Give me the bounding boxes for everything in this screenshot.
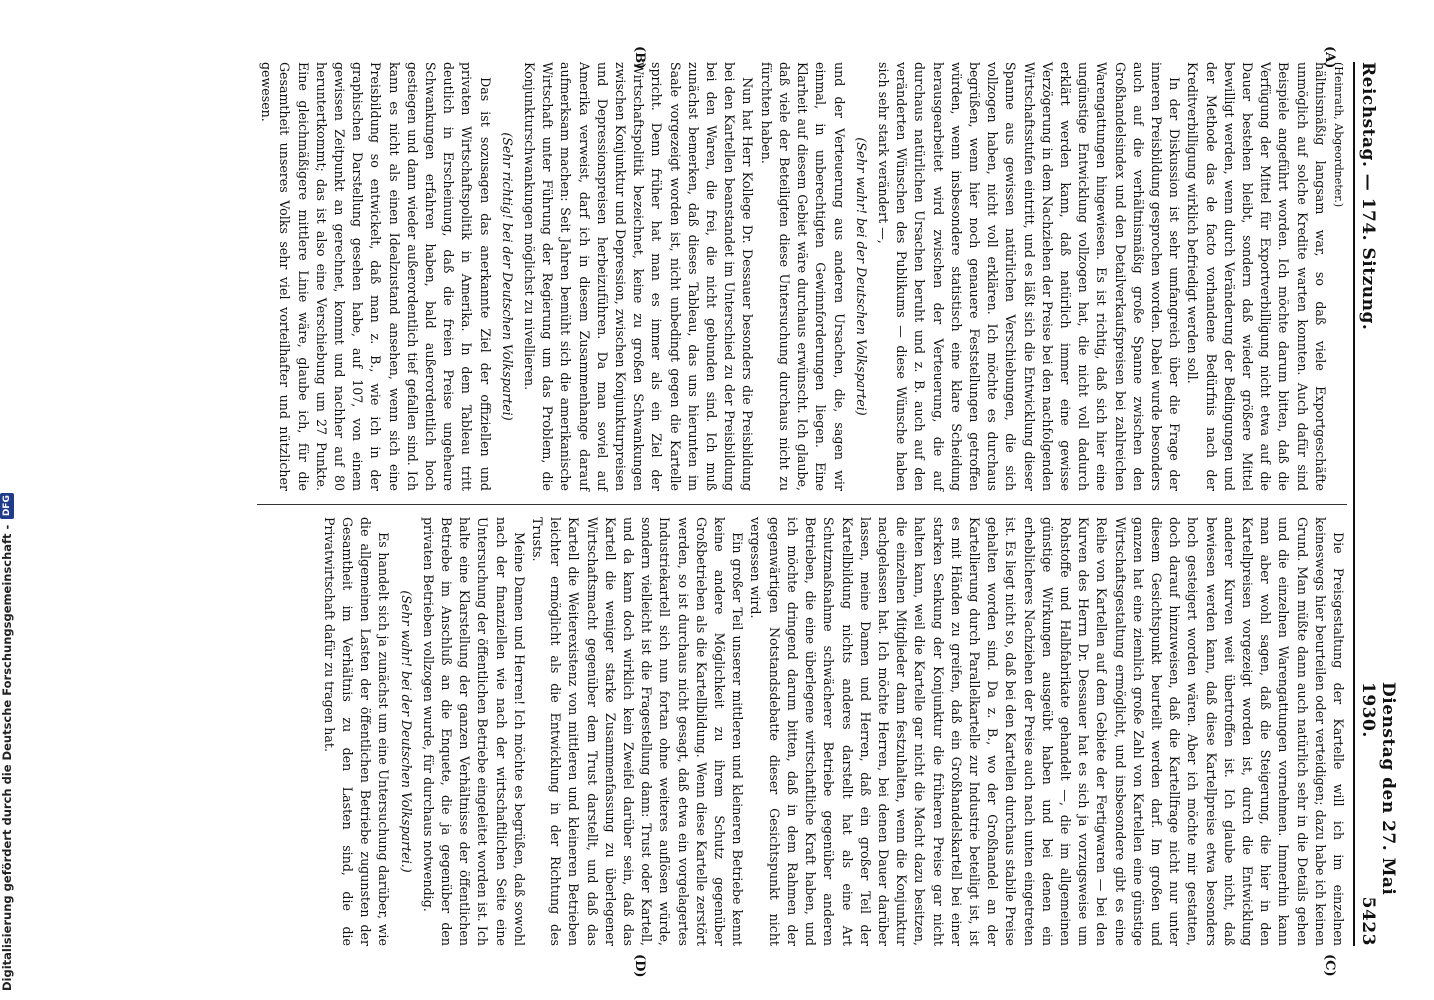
left-paragraph-3: und der Verteuerung aus anderen Ursachen, die, sagen wir einmal, in unberechtigten Gewinnforderungen liegen. Eine Klarheit auf diesem Gebiet wäre durchaus erwünscht. Ich glaube, daß viele der Beteiligten diese Untersuchung durchaus nicht zu fürchten haben. <box>758 62 847 491</box>
dfg-logo-icon: DFG <box>0 493 14 519</box>
text-columns <box>257 46 1347 978</box>
header-left: Reichstag. — 174. Sitzung. <box>1358 62 1378 331</box>
left-interjection-2: (Sehr richtig! bei der Deutschen Volkspartei) <box>499 132 515 421</box>
right-paragraph-2: Ein großer Teil unserer mittleren und kleineren Betriebe kennt keine andere Möglichkeit zu ihrem Schutz gegenüber Großbetrieben als die Kartellbildung. Wenn diese Kartelle zerstört werden, so ist durchaus nicht gesagt, daß etwa ein vorgelagertes Industriekartell sich nun fortan ohne weiteres auflösen würde, sondern vielleicht ist die Fragestellung dann: Trust oder Kartell, und da kann doch wirklich kein Zweifel darüber sein, daß das Kartell die weniger starke Zusammenfassung zu überlegener Wirtschaftsmacht gegenüber dem Trust darstellt, und daß das Kartell die Weiterexistenz von mittleren und kleineren Betrieben leichter ermöglicht als die Entwicklung in der Richtung des Trusts. <box>530 517 746 946</box>
margin-mark-c: (C) <box>1322 954 1337 977</box>
right-interjection-1: (Sehr wahr! bei der Deutschen Volkspartei.) <box>398 590 414 873</box>
rotated-document-page <box>142 44 1398 978</box>
right-paragraph-4: Es handelt sich ja zunächst um eine Untersuchung darüber, wie die allgemeinen Lasten der öffentlichen Betriebe zugunsten der Gesamtheit im Verhältnis zu den Lasten sind, die die Privatwirtschaft dafür zu tragen hat. <box>321 517 392 946</box>
left-paragraph-5: Das ist sozusagen das anerkannte Ziel der offiziellen und privaten Wirtschaftspolitik in Amerika. In dem Tableau tritt deutlich in Erscheinung, daß die freien Preise ungeheure Schwankungen erfahren haben, bald außerordentlich hoch gestiegen und dann wieder außerordentlich tief gefallen sind. Ich kann es nicht als einen Idealzustand ansehen, wenn sich eine Preisbildung so entwickelt, daß man z. B., wie ich in der graphischen Darstellung gesehen habe, auf 107, von einem gewissen Zeitpunkt an gerechnet, kommt und nachher auf 80 heruntertkommt; das ist also eine Verschiebung um 27 Punkte. Eine gleichmäßigere mittlere Linie wäre, glaube ich, für die Gesamtheit unseres Volks sehr viel vorteilhafter und nützlicher gewesen. <box>259 62 493 491</box>
left-interjection-1: (Sehr wahr! bei der Deutschen Volkspartei) <box>853 137 869 416</box>
page-number: 5423 <box>1358 896 1378 946</box>
credit-text: Digitalisierung gefördert durch die Deutsche Forschungsgemeinschaft - <box>0 524 14 991</box>
speaker-label: (Heinrath, Abgeordneter.) <box>1332 62 1345 208</box>
margin-mark-d: (D) <box>632 954 647 978</box>
margin-mark-a: (A) <box>1322 46 1337 69</box>
left-paragraph-2: In der Diskussion ist sehr umfangreich über die Frage der inneren Preisbildung gesprochen worden. Dabei wurde besonders auch auf die verhältnismäßig große Spanne zwischen den Großhandelsindex und den Detailverkaufspreisen bei zahlreichen Warengattungen hingewiesen. Es ist richtig, daß sich hier eine ungünstige Entwicklung vollzogen hat, die nicht voll dadurch erklärt werden kann, daß natürlich immer eine gewisse Verzögerung in dem Nachziehen der Preise bei den nachfolgenden Wirtschaftsstufen eintritt, und es läßt sich die Entwicklung dieser Spanne aus gewissen natürlichen Verschiebungen, die sich vollzogen haben, nicht voll erklären. Ich möchte es durchaus begrüßen, wenn hier noch genauere Feststellungen getroffen würden, wenn insbesondere statistisch eine klare Scheidung herausgearbeitet wird zwischen der Verteuerung, die auf durchaus natürlichen Ursachen beruht und z. B. auch auf den veränderten Wünschen des Publikums — diese Wünsche haben sich sehr stark verändert —, <box>875 62 1183 491</box>
column-divider <box>257 504 1347 505</box>
left-column <box>257 62 1347 491</box>
right-column <box>257 517 1347 946</box>
right-paragraph-1: Die Preisgestaltung der Kartelle will ich im einzelnen keineswegs hier beurteilen oder verteidigen; dazu habe ich keinen Grund. Man müßte dann auch natürlich sehr in die Details gehen und die einzelnen Warengattungen vornehmen. Immerhin kann man aber wohl sagen, daß die Steigerung, die hier in den Kartellpreisen vorgezeigt worden ist, durch die Entwicklung anderer Kurven weit übertroffen ist. Ich glaube nicht, daß bewiesen werden kann, daß diese Kartellpreise etwa besonders hoch gesteigert worden wären. Aber ich möchte mir gestatten, doch darauf hinzuweisen, daß die Kartellfrage nicht nur unter diesem Gesichtspunkt beurteilt werden darf. Im großen und ganzen hat eine ziemlich große Zahl von Kartellen eine günstige Wirtschaftsgestaltung ermöglicht, und insbesondere gibt es eine Reihe von Kartellen auf dem Gebiete der Fertigwaren — bei den Kurven des Herrn Dr. Dessauer hat es sich ja vorzugsweise um Rohstoffe und Halbfabrikate gehandelt —, die im allgemeinen günstige Wirkungen ausgeübt haben und bei denen ein erheblicheres Nachziehen der Preise auch nach unten eingetreten ist. Es liegt nicht so, daß bei den Kartellen durchaus stabile Preise gehalten worden sind. Da z. B., wo der Großhandel an der Kartellierung durch Parallelkartelle zur Industrie beteiligt ist, ist es mit Händen zu greifen, daß ein Großhandelskartell bei einer starken Senkung der Konjunktur die früheren Preise gar nicht halten kann, weil die Kartelle gar nicht die Macht dazu besitzen, die einzelnen Mitglieder dann festzuhalten, wenn die Konjunktur nachgelassen hat. Ich möchte Herren, bei denen Dauer darüber lassen, meine Damen und Herren, daß ein großer Teil der Kartellbildung nichts anderes darstellt hat als eine Art Schutzmaßnahme schwächerer Betriebe gegenüber anderen Betrieben, die eine überlegene wirtschaftliche Kraft haben, und ich möchte dringend darum bitten, daß in dem Rahmen der gegenwärtigen Notstandsdebatte dieser Gesichtspunkt nicht vergessen wird. <box>748 517 1346 946</box>
right-paragraph-3: Meine Damen und Herren! Ich möchte es begrüßen, daß sowohl nach der finanziellen wie nach der wirtschaftlichen Seite eine Untersuchung der öffentlichen Betriebe eingeleitet worden ist. Ich halte eine Klarstellung der ganzen Verhältnisse der öffentlichen Betriebe im Anschluß an die Enquete, die ja gegenüber den privaten Betrieben vollzogen wurde, für durchaus notwendig. <box>420 517 527 946</box>
left-paragraph-1: hältnismäßig langsam war, so daß viele Exportgeschäfte unmöglich auf solche Kredite warten konnten. Auch dafür sind Beispiele angeführt worden. Ich möchte darum bitten, daß die Verfügung der Mittel für Exportverbilligung nicht etwa auf die Dauer bestehen bleibt, sondern daß wieder größere Mittel bewilligt werden, wenn durch Veränderung der Bedingungen und der Methode das de facto vorhandene Bedürfnis nach der Kreditverbilligung wirklich befriedigt werden soll. <box>1185 62 1328 491</box>
header-right: Dienstag den 27. Mai 1930. <box>1358 682 1398 896</box>
left-paragraph-4: Nun hat Herr Kollege Dr. Dessauer besonders die Preisbildung bei den Kartellen beanstandet im Unterschied zu der Preisbildung bei den Waren, die frei, die nicht gebunden sind. Ich muß zunächst bemerken, daß dieses Tableau, das uns hierunten im Saale vorgezeigt worden ist, nicht unbedingt gegen die Kartelle spricht. Denn früher hat man es immer als ein Ziel der Wirtschaftspolitik bezeichnet, keine zu großen Schwankungen zwischen Konjunktur und Depression, zwischen Konjunkturpreisen und Depressionspreisen herbeizuführen. Da man soviel auf Amerika verweist, darf ich in diesem Zusammenhange darauf aufmerksam machen: Seit Jahren bemüht sich die amerikanische Wirtschaft unter Führung der Regierung um das Problem, die Konjunkturschwankungen möglichst zu nivellieren. <box>522 62 756 491</box>
page-header <box>1353 62 1398 946</box>
digitization-credit <box>0 0 14 995</box>
margin-mark-b: (B) <box>632 46 647 70</box>
